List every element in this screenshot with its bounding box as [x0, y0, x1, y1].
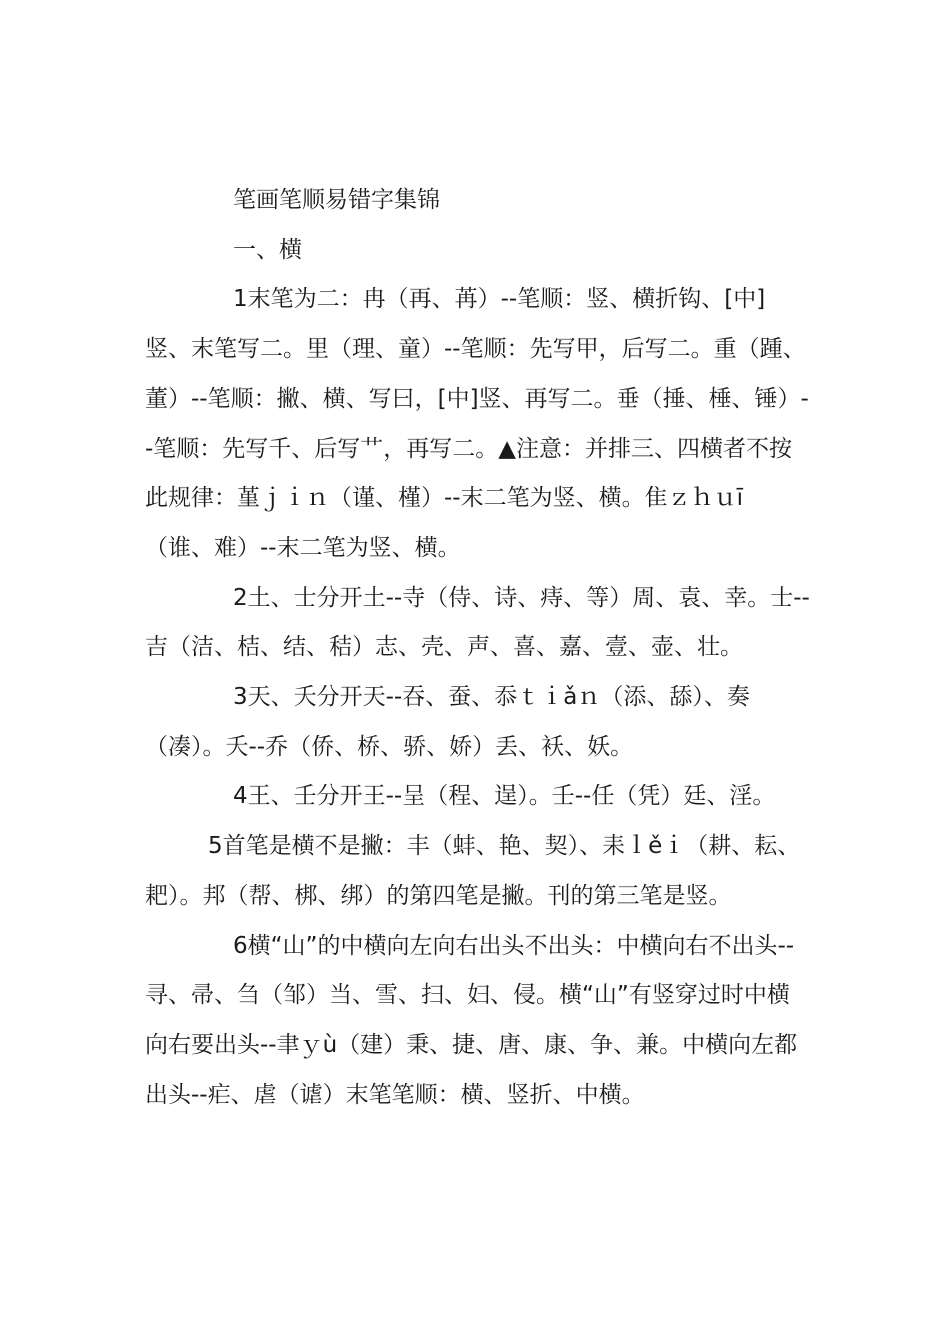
- paragraph-1: 1末笔为二：冉（再、苒）--笔顺：竖、横折钩、[中]竖、末笔写二。里（理、童）--笔顺：先写甲，后写二。重（踵、董）--笔顺：撇、横、写曰，[中]竖、再写二。垂（捶、棰、锤）--笔顺：先写千、后写艹，再写二。▲注意：并排三、四横者不按此规律：堇ｊｉｎ（谨、槿）--末二笔为竖、横。隹ｚｈｕī（谁、难）--末二笔为竖、横。: [145, 286, 809, 561]
- section-heading: 一、横: [233, 236, 302, 263]
- document-title: 笔画笔顺易错字集锦: [233, 187, 440, 213]
- paragraph-3: 3天、夭分开天--吞、蚕、忝ｔｉǎｎ（添、舔）、奏（凑）。夭--乔（侨、桥、骄、娇）丢、袄、妖。: [145, 684, 750, 760]
- paragraph-4: 4王、壬分开王--呈（程、逞）。壬--任（凭）廷、淫。: [233, 783, 776, 810]
- paragraph-5: 5首笔是横不是撇：丰（蚌、艳、契）、耒ｌěｉ（耕、耘、耙）。邦（帮、梆、绑）的第四笔是撇。刊的第三笔是竖。: [145, 833, 801, 909]
- paragraph-6: 6横“山”的中横向左向右出头不出头：中横向右不出头--寻、帚、刍（邹）当、雪、扫、妇、侵。横“山”有竖穿过时中横向右要出头--聿ｙù（建）秉、捷、唐、康、争、兼。中横向左都出头--疟、虐（谑）末笔笔顺：横、竖折、中横。: [145, 932, 798, 1108]
- paragraph-2: 2土、士分开土--寺（侍、诗、痔、等）周、袁、幸。士--吉（洁、桔、结、秸）志、壳、声、喜、嘉、壹、壶、壮。: [145, 584, 810, 661]
- document-body: [145, 176, 810, 1120]
